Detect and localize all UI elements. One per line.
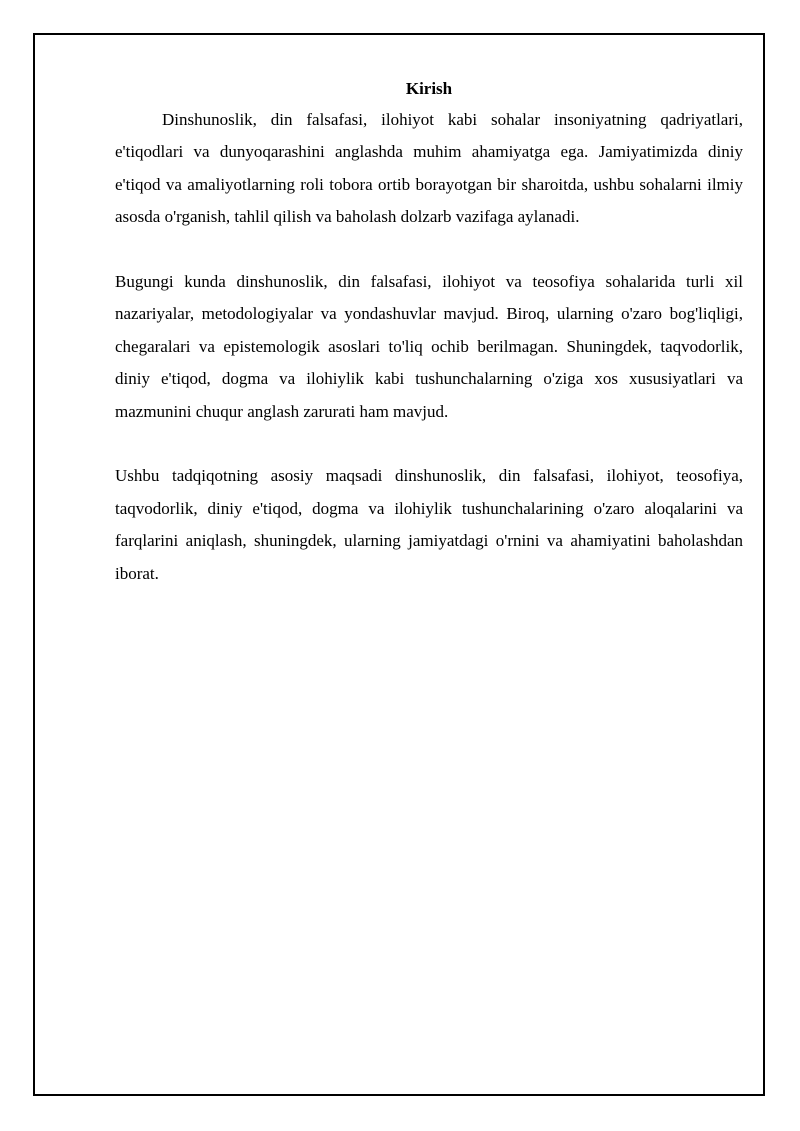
paragraph-introduction: Dinshunoslik, din falsafasi, ilohiyot kabi sohalar insoniyatning qadriyatlari, e'tiqodlari va dunyoqarashini anglashda muhim ahamiyatga ega. Jamiyatimizda diniy e'tiqod va amaliyotlarning roli tobora ortib borayotgan bir sharoitda, ushbu sohalarni ilmiy asosda o'rganish, tahlil qilish va baholash dolzarb vazifaga aylanadi. (115, 110, 743, 227)
paragraph-research-goal: Ushbu tadqiqotning asosiy maqsadi dinshunoslik, din falsafasi, ilohiyot, teosofiya, taqvodorlik, diniy e'tiqod, dogma va ilohiylik tushunchalarining o'zaro aloqalarini va farqlarini aniqlash, shuningdek, ularning jamiyatdagi o'rnini va ahamiyatini baholashdan iborat. (115, 466, 743, 583)
document-body (115, 74, 743, 590)
paragraph-spacer (115, 234, 743, 266)
document-title: Kirish (405, 79, 453, 98)
paragraph-current-state: Bugungi kunda dinshunoslik, din falsafasi, ilohiyot va teosofiya sohalarida turli xil nazariyalar, metodologiyalar va yondashuvlar mavjud. Biroq, ularning o'zaro bog'liqligi, chegaralari va epistemologik asoslari to'liq ochib berilmagan. Shuningdek, taqvodorlik, diniy e'tiqod, dogma va ilohiylik kabi tushunchalarning o'ziga xos xususiyatlari va mazmunini chuqur anglash zarurati ham mavjud. (115, 272, 743, 421)
paragraph-spacer (115, 428, 743, 460)
